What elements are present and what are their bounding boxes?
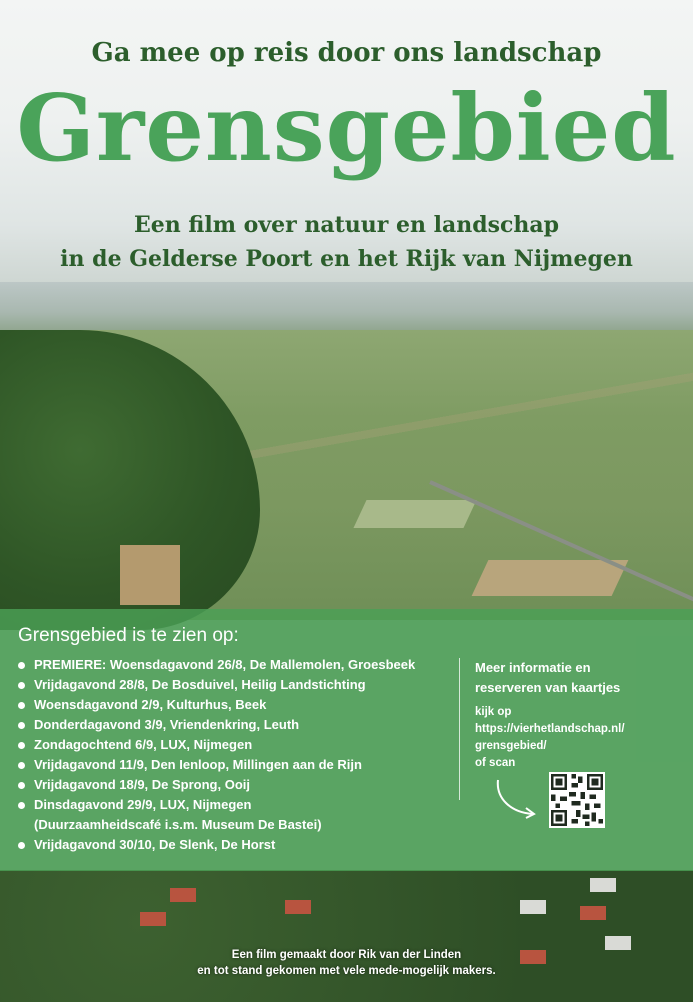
- subtitle-line: in de Gelderse Poort en het Rijk van Nijmegen: [60, 246, 633, 272]
- info-line: reserveren van kaartjes: [475, 680, 621, 695]
- list-item: [18, 775, 458, 795]
- screening-text: Dinsdagavond 29/9, LUX, Nijmegen: [34, 797, 252, 812]
- field-patch: [120, 545, 180, 605]
- bullet-icon: [18, 702, 25, 709]
- website-link[interactable]: https://vierhetlandschap.nl/: [475, 723, 625, 735]
- bullet-icon: [18, 782, 25, 789]
- bullet-icon: [18, 742, 25, 749]
- bullet-icon: [18, 802, 25, 809]
- info-small-line: kijk op: [475, 706, 512, 718]
- credits-line: Een film gemaakt door Rik van der Linden: [231, 949, 462, 961]
- bullet-icon: [18, 762, 25, 769]
- curved-arrow-icon: [492, 776, 542, 820]
- list-item: [18, 755, 458, 775]
- screening-text: Woensdagavond 2/9, Kulturhus, Beek: [34, 697, 267, 712]
- bullet-icon: [18, 842, 25, 849]
- info-small-line: of scan: [475, 757, 516, 769]
- subtitle: [0, 208, 693, 276]
- info-line: Meer informatie en: [475, 660, 591, 675]
- subtitle-line: Een film over natuur en landschap: [133, 212, 560, 238]
- poster-title: Grensgebied: [16, 74, 677, 182]
- house-roof: [170, 888, 196, 902]
- list-item: [18, 675, 458, 695]
- house-roof: [580, 906, 606, 920]
- screening-text: Vrijdagavond 18/9, De Sprong, Ooij: [34, 777, 250, 792]
- bullet-icon: [18, 662, 25, 669]
- credits-line: en tot stand gekomen met vele mede-mogelijk makers.: [197, 965, 496, 977]
- list-item: [18, 735, 458, 755]
- house-roof: [285, 900, 311, 914]
- qr-code[interactable]: [549, 772, 605, 828]
- field-patch: [472, 560, 629, 596]
- divider: [459, 658, 460, 800]
- screening-text: Zondagochtend 6/9, LUX, Nijmegen: [34, 737, 253, 752]
- pretitle: Ga mee op reis door ons landschap: [91, 38, 602, 68]
- list-item: [18, 695, 458, 715]
- river-horizon: [0, 282, 693, 332]
- screening-text: PREMIERE: Woensdagavond 26/8, De Mallemolen, Groesbeek: [34, 657, 416, 672]
- list-item: [18, 715, 458, 735]
- credits: [0, 947, 693, 979]
- screenings-list: [18, 655, 458, 855]
- village: [0, 870, 693, 1002]
- screening-text: Vrijdagavond 28/8, De Bosduivel, Heilig Landstichting: [34, 677, 366, 692]
- bullet-icon: [18, 682, 25, 689]
- info-url-block: [475, 704, 685, 772]
- house-roof: [140, 912, 166, 926]
- list-item: [18, 655, 458, 675]
- info-block: [475, 658, 685, 698]
- screening-text: Vrijdagavond 30/10, De Slenk, De Horst: [34, 837, 276, 852]
- screening-text: Vrijdagavond 11/9, Den Ienloop, Millingen aan de Rijn: [34, 757, 362, 772]
- screening-text: Donderdagavond 3/9, Vriendenkring, Leuth: [34, 717, 300, 732]
- screenings-heading: Grensgebied is te zien op:: [18, 625, 239, 646]
- website-link-path[interactable]: grensgebied/: [475, 740, 547, 752]
- field-patch: [353, 500, 476, 528]
- house-roof: [520, 900, 546, 914]
- screening-subtext: (Duurzaamheidscafé i.s.m. Museum De Bastei): [34, 817, 322, 832]
- list-item: [18, 835, 458, 855]
- list-item: [18, 795, 458, 835]
- house-roof: [590, 878, 616, 892]
- bullet-icon: [18, 722, 25, 729]
